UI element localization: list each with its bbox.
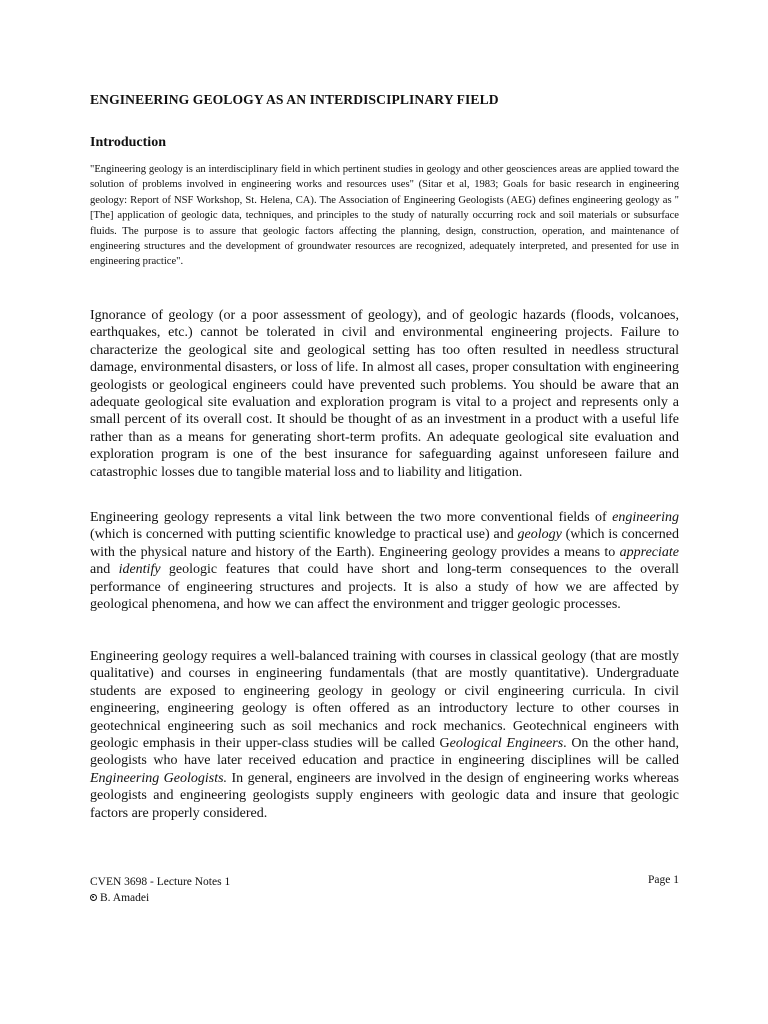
copyright-icon bbox=[90, 894, 97, 901]
text-run: (which is concerned with putting scientific knowledge to practical use) and bbox=[90, 527, 518, 543]
text-run: geologic features that could have short and long-term consequences to the overall performance of engineering structures and projects. It is also a study of how we are affected by geological phenomena, and how we can affect the environment and trigger geologic processes. bbox=[90, 562, 679, 613]
text-run: (which is concerned with the physical nature and history of the Earth). Engineering geology provides a means to bbox=[90, 527, 679, 560]
emphasis-appreciate: appreciate bbox=[619, 544, 679, 560]
text-run: In general, engineers are involved in the design of engineering works whereas geologists and engineering geologists supply engineers with geologic data and insure that geologic factors are properly considered. bbox=[90, 770, 679, 821]
footer-author: B. Amadei bbox=[100, 892, 150, 904]
text-run: and bbox=[90, 562, 119, 578]
definition-quote: "Engineering geology is an interdisciplinary field in which pertinent studies in geology and other geosciences areas are applied toward the solution of problems involved in engineering works and resources uses" (Sitar et al, 1983; Goals for basic research in engineering geology: Report of NSF Workshop, St. Helena, CA). The Association of Engineering Geologists (AEG) defines engineering geology as "[The] application of geologic data, techniques, and principles to the study of naturally occurring rock and soil materials or subsurface fluids. The purpose is to assure that geologic factors affecting the planning, design, construction, operation, and maintenance of engineering structures and the development of groundwater resources are recognized, adequately interpreted, and presented for use in engineering practice". bbox=[90, 164, 679, 268]
emphasis-geology: geology bbox=[517, 527, 562, 543]
footer-left bbox=[90, 874, 230, 906]
text-run: Engineering geology represents a vital link between the two more conventional fields of bbox=[90, 510, 613, 525]
text-run: Engineering geology requires a well-balanced training with courses in classical geology (that are mostly qualitative) and courses in engineering fundamentals (that are mostly quantitative). Undergraduate students are exposed to engineering geology in geology or civil engineering curricula. In civil engineering, engineering geology is often offered as an introductory lecture to other courses in geotechnical engineering such as soil mechanics and rock mechanics. Geotechnical engineers with geologic emphasis in their upper-class studies will be called G bbox=[90, 649, 679, 752]
emphasis-geological-engineers: eological Engineers bbox=[449, 736, 564, 752]
page-number: Page 1 bbox=[648, 874, 679, 886]
text-run: . On the other hand, geologists who have later received education and practice in engineering disciplines will be called bbox=[90, 736, 679, 769]
paragraph-ignorance-of-geology: Ignorance of geology (or a poor assessment of geology), and of geologic hazards (floods, volcanoes, earthquakes, etc.) cannot be tolerated in civil and environmental engineering projects. Failure to characterize the geological site and geological setting has too often resulted in needless structural damage, environmental disasters, or loss of life. In almost all cases, proper consultation with engineering geologists or geological engineers could have prevented such problems. You should be aware that an adequate geological site evaluation and exploration program is vital to a project and represents only a small percent of its overall cost. It should be thought of as an investment in a product with a useful life rather than as a means for generating short-term profits. An adequate geological site evaluation and exploration program is one of the best insurance for safeguarding against unforeseen failure and catastrophic losses due to tangible material loss and to liability and litigation. bbox=[90, 308, 679, 480]
emphasis-engineering: engineering bbox=[612, 510, 679, 525]
paragraph-training bbox=[90, 648, 679, 822]
section-heading: Introduction bbox=[90, 135, 166, 150]
document-title: ENGINEERING GEOLOGY AS AN INTERDISCIPLINARY FIELD bbox=[90, 92, 499, 107]
paragraph-vital-link bbox=[90, 509, 679, 613]
footer-author-line bbox=[90, 890, 230, 906]
emphasis-engineering-geologists: Engineering Geologists. bbox=[90, 770, 228, 786]
footer-course: CVEN 3698 - Lecture Notes 1 bbox=[90, 876, 231, 888]
emphasis-identify: identify bbox=[118, 562, 161, 578]
